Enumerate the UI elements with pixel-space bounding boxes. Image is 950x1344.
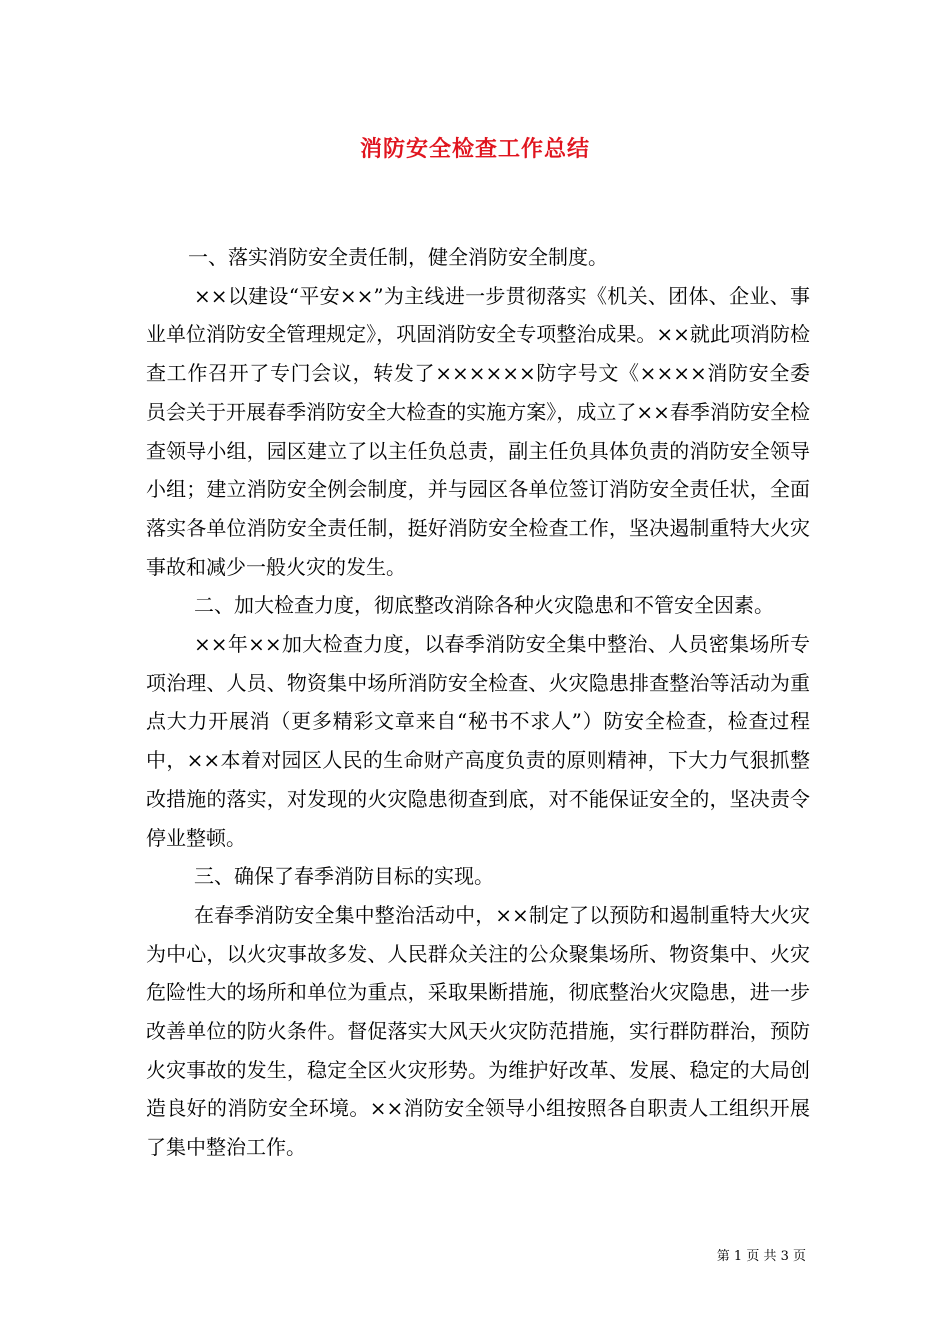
document-title: 消防安全检查工作总结 — [359, 137, 590, 162]
section-heading-2: 二、加大检查力度，彻底整改消除各种火灾隐患和不管安全因素。 — [194, 593, 774, 618]
paragraph-3: 在春季消防安全集中整治活动中，××制定了以预防和遏制重特大火灾为中心，以火灾事故多发、人民群众关注的公众聚集场所、物资集中、火灾危险性大的场所和单位为重点，采取果断措施，彻底整治火灾隐患，进一步改善单位的防火条件。督促落实大风天火灾防范措施，实行群防群治，预防火灾事故的发生，稳定全区火灾形势。为维护好改革、发展、稳定的大局创造良好的消防安全环境。××消防安全领导小组按照各自职责人工组织开展了集中整治工作。 — [146, 902, 810, 1160]
section-heading-1: 一、落实消防安全责任制，健全消防安全制度。 — [188, 245, 608, 269]
paragraph-2: ××年××加大检查力度，以春季消防安全集中整治、人员密集场所专项治理、人员、物资集中场所消防安全检查、火灾隐患排查整治等活动为重点大力开展消（更多精彩文章来自“秘书不求人”）防安全检查，检查过程中，××本着对园区人民的生命财产高度负责的原则精神，下大力气狠抓整改措施的落实，对发现的火灾隐患彻查到底，对不能保证安全的，坚决责令停业整顿。 — [146, 632, 810, 850]
document-body — [146, 238, 810, 1167]
page-number-footer: 第 1 页 共 3 页 — [716, 1249, 806, 1264]
paragraph-1: ××以建设“平安××”为主线进一步贯彻落实《机关、团体、企业、事业单位消防安全管理规定》，巩固消防安全专项整治成果。××就此项消防检查工作召开了专门会议，转发了××××××防字号文《××××消防安全委员会关于开展春季消防安全大检查的实施方案》，成立了××春季消防安全检查领导小组，园区建立了以主任负总责，副主任负具体负责的消防安全领导小组；建立消防安全例会制度，并与园区各单位签订消防安全责任状，全面落实各单位消防安全责任制，挺好消防安全检查工作，坚决遏制重特大火灾事故和减少一般火灾的发生。 — [146, 283, 810, 579]
section-heading-3: 三、确保了春季消防目标的实现。 — [194, 864, 494, 889]
